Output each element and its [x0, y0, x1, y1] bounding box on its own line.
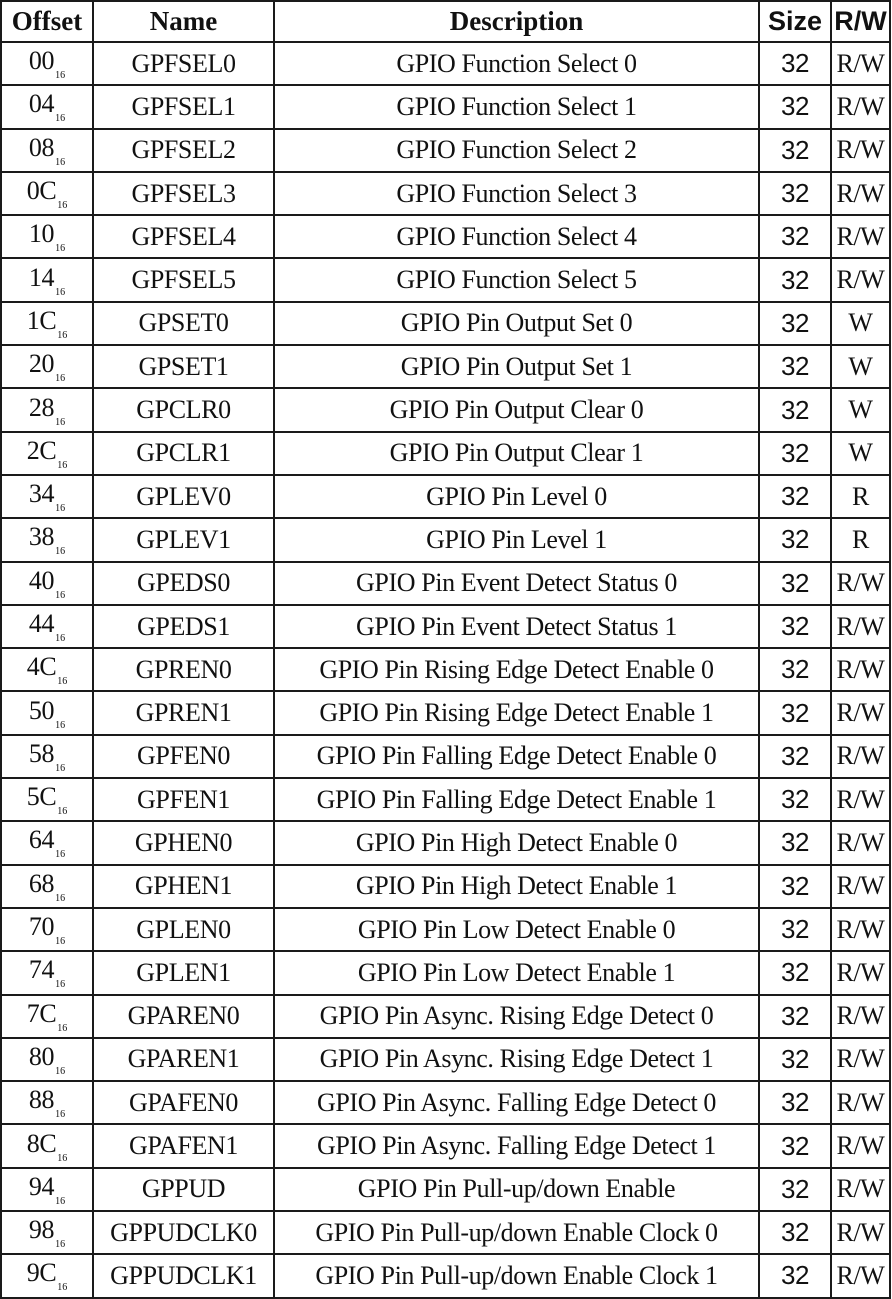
register-name-cell: GPFSEL3	[93, 172, 274, 215]
offset-cell	[1, 302, 93, 345]
offset-base-subscript: 16	[55, 373, 66, 385]
description-cell: GPIO Function Select 0	[274, 42, 759, 85]
rw-cell: R/W	[831, 908, 890, 951]
register-name-cell: GPLEN0	[93, 908, 274, 951]
description-cell: GPIO Pin Level 1	[274, 518, 759, 561]
table-row	[1, 129, 890, 172]
offset-base-subscript: 16	[55, 546, 66, 558]
offset-cell	[1, 129, 93, 172]
description-cell: GPIO Function Select 4	[274, 215, 759, 258]
rw-cell: R/W	[831, 172, 890, 215]
description-cell: GPIO Pin High Detect Enable 1	[274, 865, 759, 908]
header-rw: R/W	[831, 1, 890, 42]
table-row	[1, 778, 890, 821]
offset-cell	[1, 432, 93, 475]
size-cell: 32	[759, 172, 831, 215]
offset-cell	[1, 691, 93, 734]
size-cell: 32	[759, 995, 831, 1038]
description-cell: GPIO Pin Output Clear 0	[274, 388, 759, 431]
offset-value: 28	[28, 392, 55, 422]
offset-value: 08	[28, 132, 55, 162]
size-cell: 32	[759, 129, 831, 172]
table-row	[1, 475, 890, 518]
offset-cell	[1, 951, 93, 994]
offset-base-subscript: 16	[57, 676, 68, 688]
rw-cell: R/W	[831, 1038, 890, 1081]
offset-value: 80	[28, 1041, 55, 1071]
table-row	[1, 388, 890, 431]
offset-value: 9C	[26, 1258, 57, 1288]
offset-cell	[1, 388, 93, 431]
register-name-cell: GPHEN1	[93, 865, 274, 908]
size-cell: 32	[759, 1254, 831, 1297]
offset-base-subscript: 16	[55, 1239, 66, 1251]
offset-cell	[1, 215, 93, 258]
size-cell: 32	[759, 778, 831, 821]
offset-value: 58	[28, 738, 55, 768]
register-name-cell: GPFSEL2	[93, 129, 274, 172]
size-cell: 32	[759, 691, 831, 734]
table-row	[1, 258, 890, 301]
description-cell: GPIO Pin Pull-up/down Enable Clock 1	[274, 1254, 759, 1297]
offset-base-subscript: 16	[57, 1022, 68, 1034]
register-name-cell: GPAFEN0	[93, 1081, 274, 1124]
offset-cell	[1, 821, 93, 864]
offset-base-subscript: 16	[55, 503, 66, 515]
table-row	[1, 345, 890, 388]
table-row	[1, 215, 890, 258]
description-cell: GPIO Function Select 3	[274, 172, 759, 215]
register-name-cell: GPEDS0	[93, 562, 274, 605]
offset-base-subscript: 16	[55, 286, 66, 298]
offset-base-subscript: 16	[55, 762, 66, 774]
register-name-cell: GPLEV1	[93, 518, 274, 561]
header-description: Description	[274, 1, 759, 42]
size-cell: 32	[759, 1124, 831, 1167]
offset-value: 2C	[26, 435, 57, 465]
offset-base-subscript: 16	[55, 719, 66, 731]
rw-cell: W	[831, 388, 890, 431]
description-cell: GPIO Pin Event Detect Status 1	[274, 605, 759, 648]
offset-base-subscript: 16	[55, 416, 66, 428]
offset-cell	[1, 995, 93, 1038]
description-cell: GPIO Pin Async. Falling Edge Detect 1	[274, 1124, 759, 1167]
rw-cell: R/W	[831, 562, 890, 605]
header-name: Name	[93, 1, 274, 42]
offset-cell	[1, 518, 93, 561]
register-name-cell: GPREN0	[93, 648, 274, 691]
rw-cell: R/W	[831, 1211, 890, 1254]
description-cell: GPIO Pin Pull-up/down Enable	[274, 1168, 759, 1211]
offset-base-subscript: 16	[55, 1195, 66, 1207]
description-cell: GPIO Pin Async. Rising Edge Detect 1	[274, 1038, 759, 1081]
register-name-cell: GPSET0	[93, 302, 274, 345]
offset-base-subscript: 16	[55, 633, 66, 644]
table-row	[1, 865, 890, 908]
rw-cell: W	[831, 302, 890, 345]
rw-cell: R/W	[831, 42, 890, 85]
rw-cell: R/W	[831, 778, 890, 821]
description-cell: GPIO Function Select 2	[274, 129, 759, 172]
size-cell: 32	[759, 735, 831, 778]
register-name-cell: GPAFEN1	[93, 1124, 274, 1167]
size-cell: 32	[759, 605, 831, 648]
size-cell: 32	[759, 648, 831, 691]
table-row	[1, 605, 890, 648]
size-cell: 32	[759, 432, 831, 475]
offset-base-subscript: 16	[55, 70, 66, 82]
offset-base-subscript: 16	[55, 979, 66, 991]
offset-value: 5C	[26, 782, 57, 812]
description-cell: GPIO Pin Rising Edge Detect Enable 1	[274, 691, 759, 734]
register-name-cell: GPCLR0	[93, 388, 274, 431]
table-row	[1, 518, 890, 561]
table-body	[1, 42, 890, 1298]
size-cell: 32	[759, 42, 831, 85]
offset-value: 40	[28, 565, 55, 595]
offset-cell	[1, 1124, 93, 1167]
table-row	[1, 42, 890, 85]
offset-base-subscript: 16	[55, 1065, 66, 1077]
offset-base-subscript: 16	[55, 936, 66, 948]
offset-value: 94	[28, 1171, 55, 1201]
offset-value: 50	[28, 695, 55, 725]
register-name-cell: GPLEN1	[93, 951, 274, 994]
rw-cell: R/W	[831, 951, 890, 994]
description-cell: GPIO Pin Level 0	[274, 475, 759, 518]
offset-cell	[1, 172, 93, 215]
table-row	[1, 562, 890, 605]
register-name-cell: GPCLR1	[93, 432, 274, 475]
offset-cell	[1, 1254, 93, 1297]
register-name-cell: GPFSEL5	[93, 258, 274, 301]
offset-cell	[1, 865, 93, 908]
description-cell: GPIO Pin Event Detect Status 0	[274, 562, 759, 605]
offset-base-subscript: 16	[55, 1109, 66, 1121]
register-name-cell: GPFSEL4	[93, 215, 274, 258]
table-row	[1, 691, 890, 734]
size-cell: 32	[759, 951, 831, 994]
table-row	[1, 1081, 890, 1124]
register-name-cell: GPPUDCLK1	[93, 1254, 274, 1297]
size-cell: 32	[759, 518, 831, 561]
offset-cell	[1, 605, 93, 648]
header-size: Size	[759, 1, 831, 42]
register-name-cell: GPLEV0	[93, 475, 274, 518]
size-cell: 32	[759, 388, 831, 431]
size-cell: 32	[759, 258, 831, 301]
table-row	[1, 908, 890, 951]
register-name-cell: GPFEN0	[93, 735, 274, 778]
description-cell: GPIO Pin Pull-up/down Enable Clock 0	[274, 1211, 759, 1254]
register-name-cell: GPFSEL1	[93, 85, 274, 128]
offset-value: 70	[28, 912, 55, 942]
rw-cell: R/W	[831, 995, 890, 1038]
rw-cell: R/W	[831, 258, 890, 301]
offset-value: 20	[28, 349, 55, 379]
description-cell: GPIO Pin Falling Edge Detect Enable 0	[274, 735, 759, 778]
offset-value: 74	[28, 955, 55, 985]
description-cell: GPIO Pin Rising Edge Detect Enable 0	[274, 648, 759, 691]
offset-value: 10	[28, 219, 55, 249]
offset-base-subscript: 16	[55, 113, 66, 125]
offset-value: 98	[28, 1215, 55, 1245]
rw-cell: R	[831, 475, 890, 518]
offset-cell	[1, 1211, 93, 1254]
register-name-cell: GPAREN1	[93, 1038, 274, 1081]
description-cell: GPIO Pin Output Set 0	[274, 302, 759, 345]
size-cell: 32	[759, 1038, 831, 1081]
offset-cell	[1, 85, 93, 128]
offset-base-subscript: 16	[55, 849, 66, 861]
rw-cell: R/W	[831, 605, 890, 648]
offset-value: 64	[28, 825, 55, 855]
offset-value: 14	[28, 262, 55, 292]
register-name-cell: GPHEN0	[93, 821, 274, 864]
offset-base-subscript: 16	[55, 243, 66, 255]
offset-value: 1C	[26, 305, 57, 335]
offset-cell	[1, 648, 93, 691]
register-name-cell: GPEDS1	[93, 605, 274, 648]
offset-value: 04	[28, 89, 55, 119]
size-cell: 32	[759, 562, 831, 605]
offset-value: 44	[28, 609, 55, 638]
size-cell: 32	[759, 215, 831, 258]
description-cell: GPIO Pin Low Detect Enable 0	[274, 908, 759, 951]
description-cell: GPIO Pin High Detect Enable 0	[274, 821, 759, 864]
offset-value: 88	[28, 1085, 55, 1115]
table-row	[1, 1038, 890, 1081]
size-cell: 32	[759, 1081, 831, 1124]
table-row	[1, 735, 890, 778]
offset-value: 68	[28, 868, 55, 898]
offset-cell	[1, 562, 93, 605]
table-row	[1, 432, 890, 475]
offset-cell	[1, 1168, 93, 1211]
size-cell: 32	[759, 85, 831, 128]
offset-cell	[1, 345, 93, 388]
offset-value: 38	[28, 522, 55, 552]
rw-cell: R/W	[831, 1081, 890, 1124]
offset-base-subscript: 16	[57, 1152, 68, 1164]
offset-value: 34	[28, 479, 55, 509]
table-row	[1, 1254, 890, 1297]
rw-cell: W	[831, 432, 890, 475]
size-cell: 32	[759, 302, 831, 345]
offset-cell	[1, 1038, 93, 1081]
offset-cell	[1, 1081, 93, 1124]
table-row	[1, 951, 890, 994]
table-row	[1, 85, 890, 128]
offset-cell	[1, 475, 93, 518]
offset-value: 8C	[26, 1128, 57, 1158]
rw-cell: R	[831, 518, 890, 561]
rw-cell: R/W	[831, 1168, 890, 1211]
table-row	[1, 1168, 890, 1211]
offset-value: 00	[28, 46, 55, 76]
size-cell: 32	[759, 345, 831, 388]
rw-cell: R/W	[831, 821, 890, 864]
rw-cell: R/W	[831, 691, 890, 734]
header-offset: Offset	[1, 1, 93, 42]
description-cell: GPIO Function Select 1	[274, 85, 759, 128]
table-row	[1, 821, 890, 864]
rw-cell: R/W	[831, 1254, 890, 1297]
rw-cell: R/W	[831, 85, 890, 128]
size-cell: 32	[759, 475, 831, 518]
offset-cell	[1, 778, 93, 821]
offset-cell	[1, 735, 93, 778]
size-cell: 32	[759, 821, 831, 864]
size-cell: 32	[759, 908, 831, 951]
table-row	[1, 1211, 890, 1254]
offset-base-subscript: 16	[57, 329, 68, 341]
offset-value: 4C	[26, 652, 57, 682]
rw-cell: W	[831, 345, 890, 388]
offset-value: 7C	[26, 998, 57, 1028]
register-name-cell: GPFEN1	[93, 778, 274, 821]
table-row	[1, 172, 890, 215]
size-cell: 32	[759, 865, 831, 908]
rw-cell: R/W	[831, 129, 890, 172]
table-row	[1, 1124, 890, 1167]
description-cell: GPIO Pin Async. Rising Edge Detect 0	[274, 995, 759, 1038]
description-cell: GPIO Pin Low Detect Enable 1	[274, 951, 759, 994]
rw-cell: R/W	[831, 865, 890, 908]
offset-base-subscript: 16	[57, 806, 68, 818]
rw-cell: R/W	[831, 1124, 890, 1167]
offset-base-subscript: 16	[57, 200, 68, 212]
rw-cell: R/W	[831, 735, 890, 778]
register-name-cell: GPREN1	[93, 691, 274, 734]
header-row	[1, 1, 890, 42]
offset-cell	[1, 42, 93, 85]
offset-base-subscript: 16	[55, 156, 66, 168]
offset-cell	[1, 258, 93, 301]
offset-value: 0C	[26, 176, 57, 206]
register-name-cell: GPFSEL0	[93, 42, 274, 85]
offset-base-subscript: 16	[57, 1282, 68, 1294]
register-name-cell: GPPUDCLK0	[93, 1211, 274, 1254]
table-row	[1, 995, 890, 1038]
description-cell: GPIO Pin Output Set 1	[274, 345, 759, 388]
offset-base-subscript: 16	[55, 892, 66, 904]
description-cell: GPIO Function Select 5	[274, 258, 759, 301]
offset-cell	[1, 908, 93, 951]
offset-base-subscript: 16	[55, 589, 66, 601]
description-cell: GPIO Pin Async. Falling Edge Detect 0	[274, 1081, 759, 1124]
register-name-cell: GPAREN0	[93, 995, 274, 1038]
register-name-cell: GPPUD	[93, 1168, 274, 1211]
size-cell: 32	[759, 1211, 831, 1254]
description-cell: GPIO Pin Output Clear 1	[274, 432, 759, 475]
size-cell: 32	[759, 1168, 831, 1211]
offset-base-subscript: 16	[57, 459, 68, 471]
table-row	[1, 302, 890, 345]
register-name-cell: GPSET1	[93, 345, 274, 388]
description-cell: GPIO Pin Falling Edge Detect Enable 1	[274, 778, 759, 821]
rw-cell: R/W	[831, 215, 890, 258]
rw-cell: R/W	[831, 648, 890, 691]
table-row	[1, 648, 890, 691]
